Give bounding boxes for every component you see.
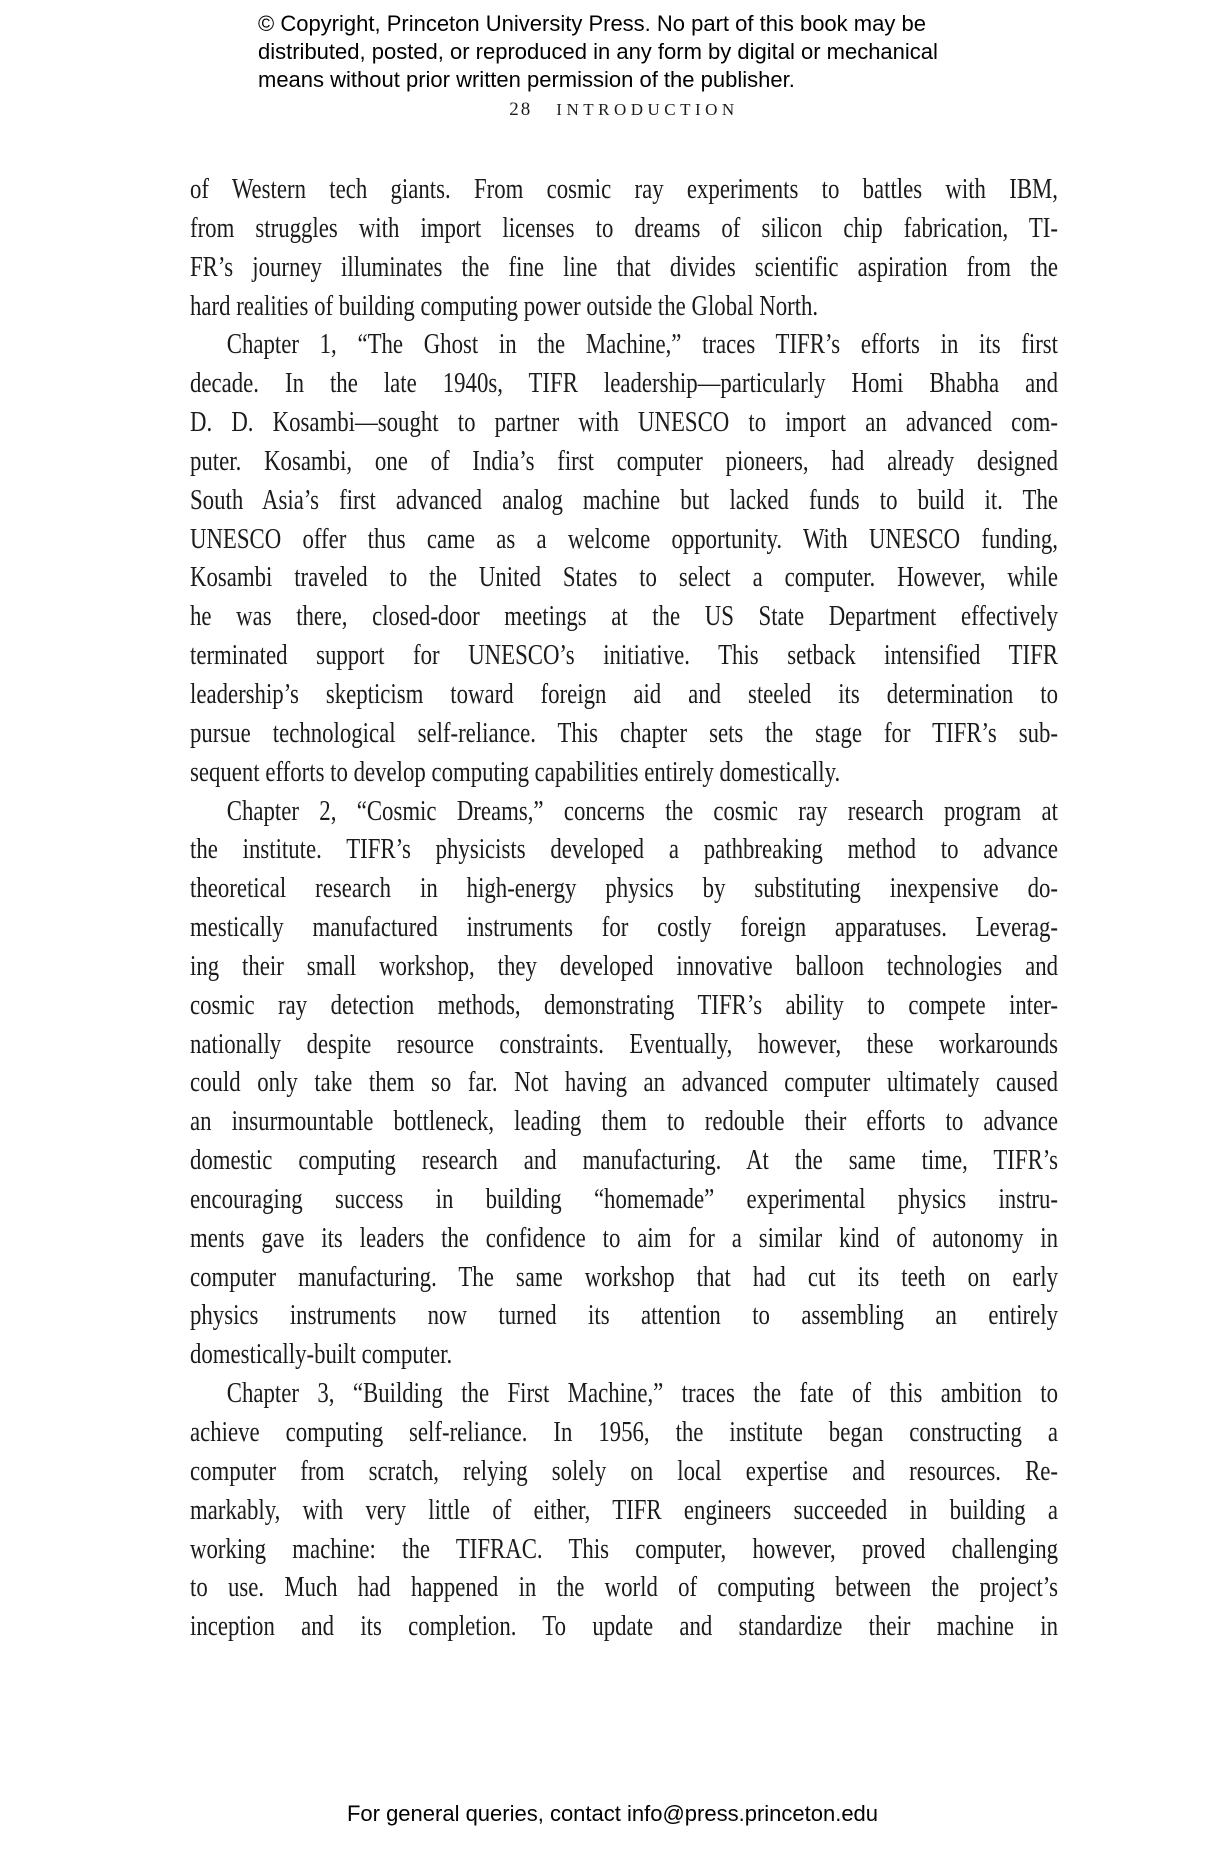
body-line: hard realities of building computing power outside the Global North.: [190, 290, 819, 322]
body-line: D. D. Kosambi—sought to partner with UNESCO to import an advanced com-: [190, 407, 1058, 439]
body-line: mestically manufactured instruments for costly foreign apparatuses. Leverag-: [190, 912, 1058, 944]
paragraph: [190, 1375, 1058, 1647]
body-line: UNESCO offer thus came as a welcome opportunity. With UNESCO funding,: [190, 523, 1058, 555]
body-line: Chapter 2, “Cosmic Dreams,” concerns the cosmic ray research program at: [226, 795, 1059, 827]
body-line: sequent efforts to develop computing capabilities entirely domestically.: [190, 756, 841, 788]
body-line: inception and its completion. To update and standardize their machine in: [190, 1611, 1058, 1643]
body-line: computer manufacturing. The same workshop that had cut its teeth on early: [190, 1261, 1058, 1293]
body-line: theoretical research in high-energy physics by substituting inexpensive do-: [190, 873, 1058, 905]
paragraph: [190, 171, 1058, 326]
body-line: nationally despite resource constraints. Eventually, however, these workarounds: [190, 1028, 1058, 1060]
body-line: from struggles with import licenses to dreams of silicon chip fabrication, TI-: [190, 212, 1058, 244]
body-line: achieve computing self-reliance. In 1956, the institute began constructing a: [190, 1417, 1058, 1448]
body-line: computer from scratch, relying solely on local expertise and resources. Re-: [190, 1455, 1058, 1487]
body-line: of Western tech giants. From cosmic ray experiments to battles with IBM,: [190, 174, 1058, 205]
running-head: [190, 99, 1058, 121]
copyright-line: distributed, posted, or reproduced in any form by digital or mechanical: [258, 39, 938, 64]
body-line: cosmic ray detection methods, demonstrating TIFR’s ability to compete inter-: [190, 989, 1058, 1021]
copyright-line: means without prior written permission of the publisher.: [258, 67, 795, 92]
body-line: to use. Much had happened in the world of computing between the project’s: [190, 1572, 1058, 1604]
body-line: markably, with very little of either, TIFR engineers succeeded in building a: [190, 1494, 1058, 1526]
paragraph: [190, 793, 1058, 1376]
running-title: INTRODUCTION: [556, 100, 739, 119]
body-text: [190, 171, 1058, 1647]
body-line: Chapter 3, “Building the First Machine,” traces the fate of this ambition to: [226, 1378, 1059, 1410]
footer-query-line: [0, 1801, 1225, 1827]
body-line: physics instruments now turned its attention to assembling an entirely: [190, 1300, 1058, 1332]
body-line: an insurmountable bottleneck, leading them to redouble their efforts to advance: [190, 1106, 1058, 1138]
body-line: could only take them so far. Not having an advanced computer ultimately caused: [190, 1067, 1058, 1099]
body-line: ing their small workshop, they developed innovative balloon technologies and: [190, 950, 1058, 982]
body-line: Kosambi traveled to the United States to select a computer. However, while: [190, 562, 1058, 594]
body-line: South Asia’s first advanced analog machine but lacked funds to build it. The: [190, 484, 1058, 516]
copyright-line: © Copyright, Princeton University Press. No part of this book may be: [258, 11, 926, 36]
copyright-notice: [258, 10, 1048, 94]
body-line: leadership’s skepticism toward foreign aid and steeled its determination to: [190, 678, 1058, 710]
body-line: he was there, closed-door meetings at the US State Department effectively: [190, 601, 1058, 633]
body-line: encouraging success in building “homemade” experimental physics instru-: [190, 1183, 1058, 1215]
page-number: 28: [509, 99, 533, 120]
body-line: decade. In the late 1940s, TIFR leadership—particularly Homi Bhabha and: [190, 368, 1058, 400]
body-line: domestic computing research and manufacturing. At the same time, TIFR’s: [190, 1145, 1058, 1177]
body-line: FR’s journey illuminates the fine line that divides scientific aspiration from the: [190, 251, 1058, 283]
body-line: ments gave its leaders the confidence to aim for a similar kind of autonomy in: [190, 1222, 1058, 1254]
paragraph: [190, 326, 1058, 792]
body-line: puter. Kosambi, one of India’s first computer pioneers, had already designed: [190, 445, 1058, 477]
body-line: Chapter 1, “The Ghost in the Machine,” traces TIFR’s efforts in its first: [226, 329, 1059, 361]
footer-text: For general queries, contact info@press.princeton.edu: [346, 1801, 879, 1826]
body-line: terminated support for UNESCO’s initiative. This setback intensified TIFR: [190, 640, 1058, 672]
body-line: working machine: the TIFRAC. This computer, however, proved challenging: [190, 1533, 1058, 1565]
body-line: domestically-built computer.: [190, 1339, 453, 1371]
body-line: the institute. TIFR’s physicists developed a pathbreaking method to advance: [190, 834, 1058, 866]
body-line: pursue technological self-reliance. This chapter sets the stage for TIFR’s sub-: [190, 717, 1058, 749]
